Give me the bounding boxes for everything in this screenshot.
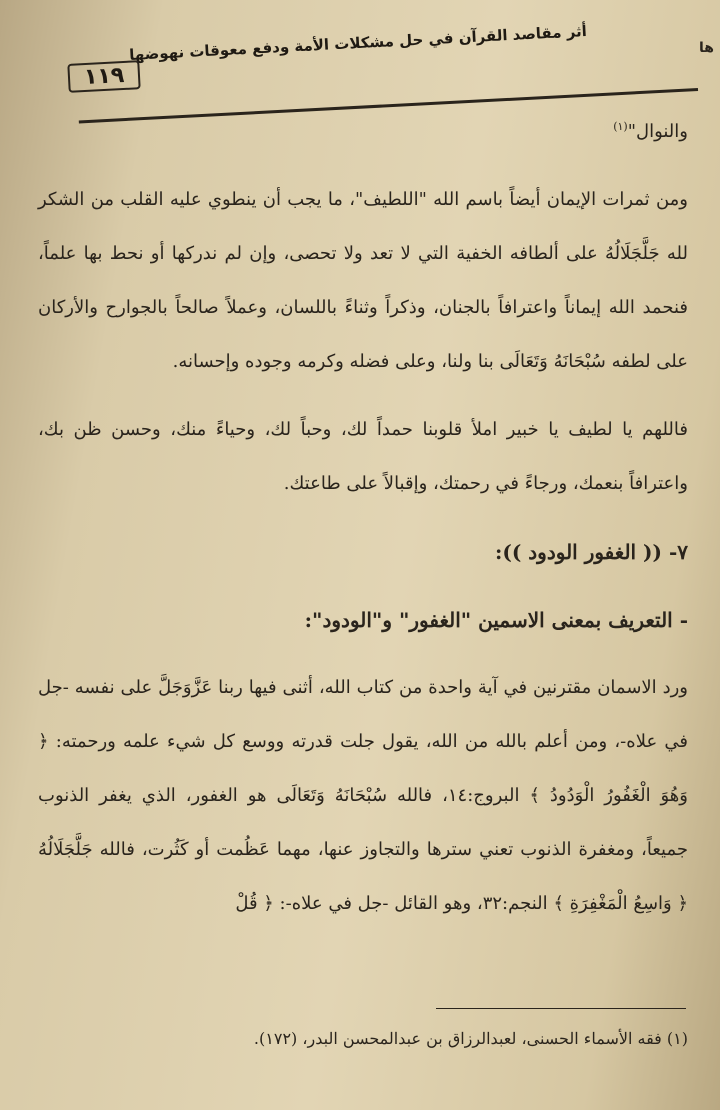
footnote: (١) فقه الأسماء الحسنى، لعبدالرزاق بن عبدالمحسن البدر، (١٧٢). <box>253 1029 688 1048</box>
paragraph: ورد الاسمان مقترنين في آية واحدة من كتاب الله، أثنى فيها ربنا عَزَّوَجَلَّ على نفسه -جل في علاه-، ومن أعلم بالله من الله، يقول جلت قدرته ووسع كل شيء علمه ورحمته: ﴿ وَهُوَ الْغَفُورُ الْوَدُودُ ﴾ البروج:١٤، فالله سُبْحَانَهُ وَتَعَالَى هو الغفور، الذي يغفر الذنوب جميعاً، ومغفرة الذنوب تعني سترها والتجاوز عنها، مهما عَظُمت أو كَثُرت، فالله جَلَّجَلَالُهُ ﴿ وَاسِعُ الْمَغْفِرَةِ ﴾ النجم:٣٢، وهو القائل -جل في علاه-: ﴿ قُلْ <box>38 677 688 914</box>
section-heading: ٧- (( الغفور الودود )): <box>495 540 688 564</box>
page-number: ١١٩ <box>67 60 141 93</box>
paragraph: والنوال"$^{(١)}$ <box>613 120 688 142</box>
paragraph: فاللهم يا لطيف يا خبير املأ قلوبنا حمداً لك، وحباً لك، وحياءً منك، وحسن ظن بك، واعترافاً بنعمك، ورجاءً في رحمتك، وإقبالاً على طاعتك. <box>38 419 688 494</box>
book-page <box>18 0 714 1110</box>
footnote-ref: (١) <box>613 120 628 133</box>
paragraph: ومن ثمرات الإيمان أيضاً باسم الله "اللطيف"، ما يجب أن ينطوي عليه القلب من الشكر لله جَلَّجَلَالُهُ على ألطافه الخفية التي لا تعد ولا تحصى، وإن لم ندركها أو نحط بها علماً، فنحمد الله إيماناً واعترافاً بالجنان، وذكراً وثناءً باللسان، وعملاً صالحاً بالجوارح والأركان على لطفه سُبْحَانَهُ وَتَعَالَى بنا ولنا، وعلى فضله وكرمه وجوده وإحسانه. <box>38 189 688 372</box>
running-title: أثر مقاصد القرآن في حل مشكلات الأمة ودفع معوقات نهوضها <box>128 22 588 64</box>
body-text <box>38 100 688 931</box>
page-header <box>48 22 698 92</box>
subsection-heading: - التعريف بمعنى الاسمين "الغفور" و"الودود": <box>304 608 688 632</box>
footnote-rule <box>436 1008 686 1009</box>
edge-text-fragment: ها <box>699 40 714 56</box>
